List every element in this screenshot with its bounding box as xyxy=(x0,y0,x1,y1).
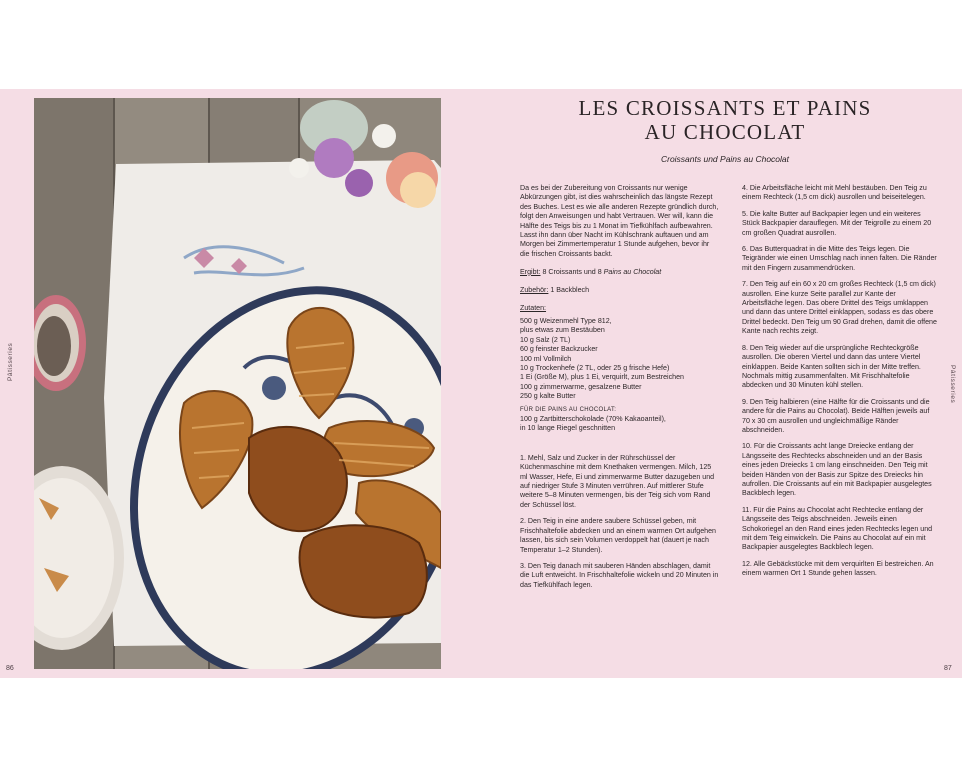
method-step: 9. Den Teig halbieren (eine Hälfte für die Croissants und die andere für die Pains au Chocolat). Beide Hälften jeweils auf 70 x 30 cm ausrollen und ungleichmäßige Ränder abschneiden. xyxy=(742,397,930,434)
method-step: 3. Den Teig danach mit sauberen Händen abschlagen, damit die Luft entweicht. In Frischhaltefolie wickeln und 20 Minuten in das Tiefkühlfach legen. xyxy=(520,561,719,589)
intro-paragraph: Da es bei der Zubereitung von Croissants nur wenige Abkürzungen gibt, ist dies wahrscheinlich das längste Rezept des Buches. Lest es wie alle anderen Rezepte gründlich durch, folgt den Anweisungen und habt Vertrauen. Wer will, kann die Hälfte des Teigs bis zu 1 Monat im Tiefkühlfach aufbewahren. Lasst ihn dann über Nacht im Kühlschrank auftauen und am Morgen bei Zimmertemperatur 1 Stunde aufgehen, bevor ihr die frischen Croissants backt. xyxy=(520,184,719,258)
running-header-right: Pâtisseries xyxy=(949,365,956,404)
method-step: 5. Die kalte Butter auf Backpapier legen und ein weiteres Stück Backpapier darauflegen. Mit der Teigrolle zu einem 20 cm großen Quadrat ausrollen. xyxy=(742,209,932,237)
ingredients-section xyxy=(520,304,720,434)
right-text-column xyxy=(742,184,938,586)
ingredient-item: 100 ml Vollmilch xyxy=(520,354,572,363)
yield-value: 8 Croissants und 8 xyxy=(542,267,602,276)
method-step: 7. Den Teig auf ein 60 x 20 cm großes Rechteck (1,5 cm dick) ausrollen. Eine kurze Seite parallel zur Kante der Arbeitsfläche legen. Das obere Drittel des Teigs umklappen und dann das untere Drittel einklappen, sodass es das obere Drittel bedeckt. Den Teig um 90 Grad drehen, damit die offene Kante nach rechts zeigt. xyxy=(742,280,937,336)
method-step: 11. Für die Pains au Chocolat acht Rechtecke entlang der Längsseite des Teigs abschneiden. Jeweils einen Schokoriegel an den Rand eines jeden Rechtecks legen und mit dem Teig einwickeln. Die Pains au Chocolat auf ein mit Backpapier ausgelegtes Backblech legen. xyxy=(742,505,933,552)
steps-left xyxy=(520,454,720,590)
left-text-column xyxy=(520,184,720,597)
ingredient-item: 10 g Trockenhefe (2 TL, oder 25 g frische Hefe) xyxy=(520,364,670,372)
method-step: 8. Den Teig wieder auf die ursprüngliche Rechteckgröße ausrollen. Die oberen Viertel und dann das untere Viertel einklappen. Beide Kanten sollten sich in der Mitte treffen. Nochmals mittig zusammenfalten. Mit Frischhaltefolie abdecken und 30 Minuten kühl stellen. xyxy=(742,343,921,390)
page-number-right: 87 xyxy=(944,665,952,672)
equipment-line xyxy=(520,286,720,295)
recipe-title xyxy=(520,96,930,144)
page-number-left: 86 xyxy=(6,665,14,672)
ingredient-item: 1 Ei (Größe M), plus 1 Ei, verquirlt, zum Bestreichen xyxy=(520,373,684,382)
yield-italic: Pains au Chocolat xyxy=(603,267,662,276)
method-step: 4. Die Arbeitsfläche leicht mit Mehl bestäuben. Den Teig zu einem Rechteck (1,5 cm dick) ausrollen und beiseitelegen. xyxy=(742,184,927,202)
yield-line xyxy=(520,268,720,277)
method-step: 2. Den Teig in eine andere saubere Schüssel geben, mit Frischhaltefolie abdecken und an einem warmen Ort aufgehen lassen, bis sich sein Volumen verdoppelt hat (dauert je nach Temperatur 1–2 Stunden). xyxy=(520,517,716,554)
yield-label: Ergibt: xyxy=(520,267,541,276)
recipe-title-line-2: AU CHOCOLAT xyxy=(644,120,806,144)
recipe-subtitle: Croissants und Pains au Chocolat xyxy=(660,154,790,164)
ingredient-item: 100 g zimmerwarme, gesalzene Butter xyxy=(520,382,642,391)
ingredient-item: plus etwas zum Bestäuben xyxy=(520,326,605,335)
chocolate-ingredient: in 10 lange Riegel geschnitten xyxy=(520,424,616,433)
ingredient-item: 60 g feinster Backzucker xyxy=(520,345,598,354)
method-step: 12. Alle Gebäckstücke mit dem verquirlten Ei bestreichen. An einem warmen Ort 1 Stunde gehen lassen. xyxy=(742,559,934,578)
method-step: 1. Mehl, Salz und Zucker in der Rührschüssel der Küchenmaschine mit dem Knethaken vermengen. Milch, 125 ml Wasser, Hefe, Ei und zimmerwarme Butter dazugeben und auf niedriger Stufe 3 Minuten verrühren. Auf mittlerer Stufe weitere 5–8 Minuten vermengen, bis der Teig sich vom Rand der Schüssel löst. xyxy=(520,453,715,509)
ingredient-item: 250 g kalte Butter xyxy=(520,392,576,401)
equipment-label: Zubehör: xyxy=(520,285,549,294)
ingredient-item: 10 g Salz (2 TL) xyxy=(520,335,571,344)
chocolate-ingredient: 100 g Zartbitterschokolade (70% Kakaoanteil), xyxy=(520,415,666,424)
croissant-photo xyxy=(34,98,441,669)
equipment-value: 1 Backblech xyxy=(550,285,590,294)
method-step: 10. Für die Croissants acht lange Dreiecke entlang der Längsseite des Rechtecks abschneiden und an der Basis eines jeden Dreiecks 1 cm lang einschneiden. Den Teig mit beiden Händen von der Basis zur Spitze des Dreiecks hin aufrollen. Die Croissants auf ein mit Backpapier ausgelegtes Backblech legen. xyxy=(742,442,932,498)
running-header-left: Pâtisseries xyxy=(7,342,14,381)
chocolate-caption: FÜR DIE PAINS AU CHOCOLAT: xyxy=(520,406,617,413)
book-spread xyxy=(0,89,962,678)
recipe-title-line-1: LES CROISSANTS ET PAINS xyxy=(578,96,872,120)
method-step: 6. Das Butterquadrat in die Mitte des Teigs legen. Die Teigränder wie einen Umschlag nach innen falten. Die Ränder mit den Fingern zusammendrücken. xyxy=(742,245,937,272)
ingredient-item: 500 g Weizenmehl Type 812, xyxy=(520,316,612,325)
ingredients-label: Zutaten: xyxy=(520,303,547,312)
